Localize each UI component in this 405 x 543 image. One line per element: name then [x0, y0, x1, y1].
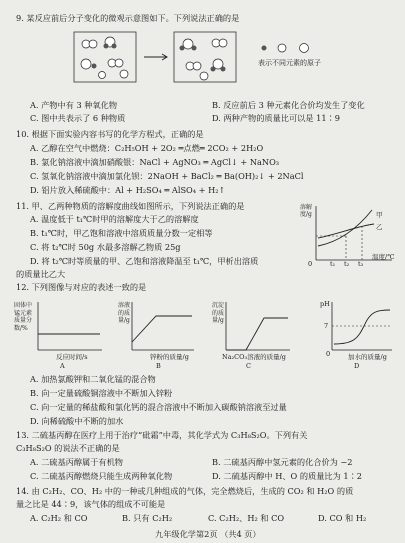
q9-stem: 9. 某反应前后分子变化的微观示意图如下。下列说法正确的是 [16, 13, 240, 23]
q11-option-b: B. t₁℃时，甲乙饱和溶液中溶质质量分数一定相等 [30, 228, 213, 238]
q9-molecule-diagram [72, 30, 242, 88]
q12-graph-d-letter: D [354, 362, 360, 370]
q11-graph-series-jia: 甲 [376, 211, 383, 219]
q9-option-d: D. 两种产物的质量比可以是 11∶9 [212, 113, 340, 123]
q12-graph-d-mark-0: 0 [326, 350, 331, 358]
q11-option-d-line1: D. 将 t₂℃时等质量的甲、乙饱和溶液降温至 t₁℃，甲析出溶质 [30, 256, 259, 266]
q13-stem-line2: C₃H₈S₂O 的说法不正确的是 [16, 443, 120, 453]
q11-option-d-line2: 的质量比乙大 [16, 269, 66, 279]
q9-option-b: B. 反应前后 3 种元素化合价均发生了变化 [212, 100, 365, 110]
q14-option-c: C. C₂H₂、H₂ 和 CO [208, 513, 285, 523]
q10-option-a: A. 乙醇在空气中燃烧：C₂H₅OH + 2O₂ ═点燃═ 2CO₂ + 2H₂O [30, 143, 264, 153]
page-footer: 九年级化学第2页 （共4 页） [155, 529, 261, 539]
q13-option-d: D. 二硫基丙醇中 H、O 的质量比为 1∶2 [212, 471, 362, 481]
q12-graph-a-ylabel: 固体中锰元素质量分数/% [14, 302, 33, 332]
q11-graph-tick-t2: t₂ [344, 260, 350, 268]
q10-option-c: C. 氢氧化钠溶液中滴加氯化钡：2NaOH + BaCl₂ ═ Ba(OH)₂↓ + 2NaCl [30, 171, 304, 181]
q10-stem: 10. 根据下面实验内容书写的化学方程式，正确的是 [16, 129, 204, 139]
q12-stem: 12. 下列图像与对应的表述一致的是 [16, 282, 147, 292]
q11-graph-xlabel: 温度/℃ [372, 253, 395, 261]
q11-graph-ylabel: 溶解度/g [300, 204, 313, 218]
q11-option-c: C. 将 t₂℃时 50g 水最多溶解乙物质 25g [30, 242, 181, 252]
q10-option-b: B. 氯化钠溶液中滴加硝酸银：NaCl + AgNO₃ ═ AgCl↓ + NaNO₃ [30, 157, 280, 167]
q11-graph-series-yi: 乙 [376, 223, 383, 231]
q11-stem: 11. 甲、乙两种物质的溶解度曲线如图所示，下列说法正确的是 [16, 201, 245, 211]
q12-option-a: A. 加热氯酸钾和二氧化锰的混合物 [30, 374, 156, 384]
q14-option-a: A. C₂H₂ 和 CO [30, 513, 88, 523]
q11-graph-origin: 0 [308, 260, 313, 268]
q12-graph-d-ylabel: pH [320, 300, 330, 308]
q12-graph-b-ylabel: 溶液的质量/g [118, 302, 131, 324]
q12-graph-b-xlabel: 锌粉的质量/g [150, 353, 189, 361]
q14-option-b: B. 只有 C₂H₂ [122, 513, 173, 523]
q12-graph-d-xlabel: 加水的质量/g [348, 353, 387, 361]
q12-graph-c-xlabel: Na₂CO₃溶液的质量/g [222, 353, 286, 361]
q13-stem-line1: 13. 二硫基丙醇在医疗上用于治疗“砒霜”中毒，其化学式为 C₃H₈S₂O。下列有关 [16, 430, 308, 440]
q12-option-b: B. 向一定量硫酸铜溶液中不断加入锌粉 [30, 388, 173, 398]
q13-option-b: B. 二硫基丙醇中氢元素的化合价为 −2 [212, 457, 353, 467]
q9-atom-legend [256, 40, 346, 56]
q12-graph-c-ylabel: 沉淀的质量/g [212, 302, 225, 324]
q10-option-d: D. 铝片放入稀硫酸中：Al + H₂SO₄ ═ AlSO₄ + H₂↑ [30, 185, 226, 195]
q13-option-a: A. 二硫基丙醇属于有机物 [30, 457, 123, 467]
q12-option-d: D. 向稀硫酸中不断的加水 [30, 416, 124, 426]
q9-option-c: C. 图中共表示了 6 种物质 [30, 113, 126, 123]
q14-stem-line1: 14. 由 C₂H₂、CO、H₂ 中的一种或几种组成的气体，完全燃烧后，生成的 CO₂ 和 H₂O 的质 [16, 486, 354, 496]
q12-graph-a-letter: A [60, 362, 65, 370]
q14-stem-line2: 量之比是 44∶9，该气体的组成不可能是 [16, 499, 166, 509]
q12-option-c: C. 向一定量的稀盐酸和氯化钙的混合溶液中不断加入碳酸钠溶液至过量 [30, 402, 287, 412]
q9-option-a: A. 产物中有 3 种氧化物 [30, 100, 118, 110]
q14-option-d: D. CO 和 H₂ [318, 513, 367, 523]
q12-graph-b-letter: B [156, 362, 161, 370]
q11-option-a: A. 温度低于 t₁℃时甲的溶解度大于乙的溶解度 [30, 214, 199, 224]
q11-graph-tick-t3: t₃ [358, 260, 364, 268]
q13-option-c: C. 二硫基丙醇燃烧只能生成两种氧化物 [30, 471, 173, 481]
q9-legend-note: 表示不同元素的原子 [258, 59, 321, 67]
q12-graph-c-letter: C [246, 362, 251, 370]
q11-graph-tick-t1: t₁ [330, 260, 336, 268]
q12-graph-a-xlabel: 反应时间/s [56, 353, 88, 361]
q12-graph-d-mark-7: 7 [324, 322, 329, 330]
